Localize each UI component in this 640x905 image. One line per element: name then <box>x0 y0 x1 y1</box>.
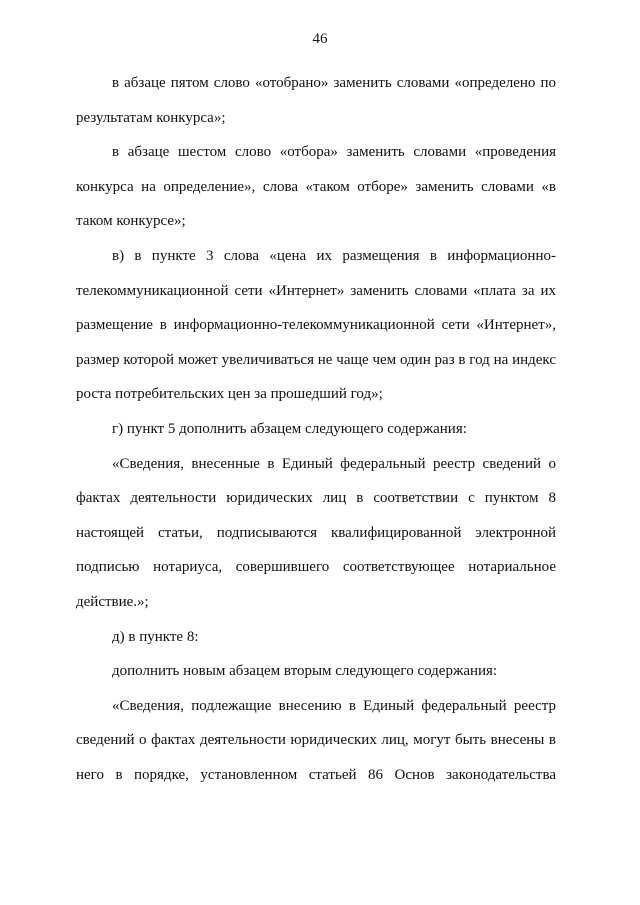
paragraph-item-v: в) в пункте 3 слова «цена их размещения в информационно-телекоммуникационной сети «Интернет» заменить словами «плата за их размещение в информационно-телекоммуникационной сети «Интернет», размер которой может увеличиваться не чаще чем один раз в год на индекс роста потребительских цен за прошедший год»; <box>76 247 556 403</box>
paragraph-abzats-6: в абзаце шестом слово «отбора» заменить словами «проведения конкурса на определение», слова «таком отборе» заменить словами «в таком конкурсе»; <box>76 144 556 230</box>
page-number: 46 <box>312 31 328 47</box>
paragraph-item-d: д) в пункте 8: <box>112 628 199 645</box>
paragraph-quote-svedeniya-1: «Сведения, внесенные в Единый федеральный реестр сведений о фактах деятельности юридических лиц в соответствии с пунктом 8 настоящей статьи, подписываются квалифицированной электронной подписью нотариуса, совершившего соответствующее нотариальное действие.»; <box>76 455 556 610</box>
paragraph-abzats-5: в абзаце пятом слово «отобрано» заменить словами «определено по результатам конкурса»; <box>76 75 556 126</box>
document-body <box>76 66 556 792</box>
paragraph-new-abzats: дополнить новым абзацем вторым следующего содержания: <box>112 663 498 680</box>
paragraph-quote-svedeniya-2: «Сведения, подлежащие внесению в Единый федеральный реестр сведений о фактах деятельности юридических лиц, могут быть внесены в него в порядке, установленном статьей 86 Основ законодательства <box>76 697 556 783</box>
paragraph-item-g: г) пункт 5 дополнить абзацем следующего содержания: <box>112 420 467 437</box>
